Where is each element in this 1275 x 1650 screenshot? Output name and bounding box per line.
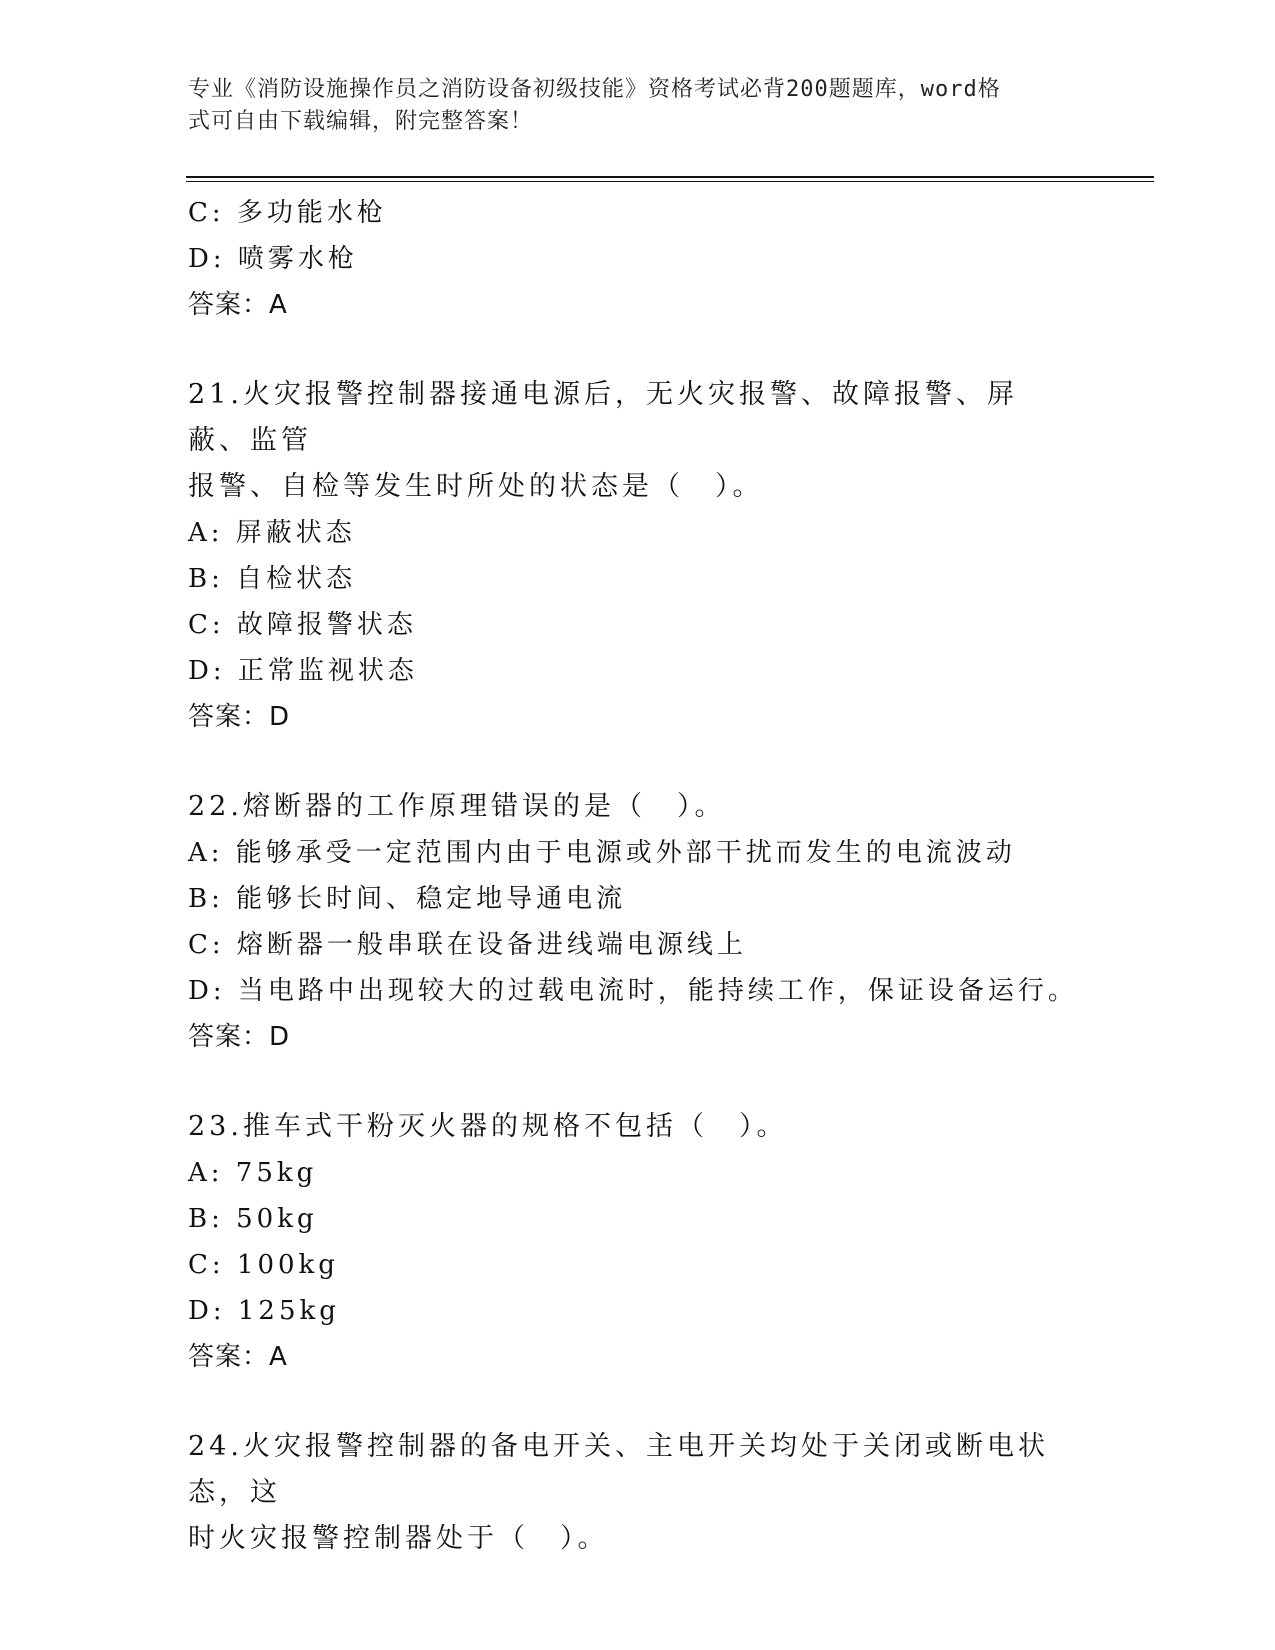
option-b: B: 自检状态 (188, 564, 357, 594)
question-stem-line-2: 报警、自检等发生时所处的状态是（ ）。 (188, 471, 764, 502)
question-stem-line-1: 22.熔断器的工作原理错误的是（ ）。 (188, 791, 726, 822)
question-24 (188, 1424, 1088, 1562)
question-stem-line-1: 24.火灾报警控制器的备电开关、主电开关均处于关闭或断电状态，这 (188, 1431, 1049, 1508)
option-a: A: 屏蔽状态 (188, 518, 356, 548)
question-stem-line-1: 23.推车式干粉灭火器的规格不包括（ ）。 (188, 1111, 788, 1142)
header-line-1: 专业《消防设施操作员之消防设备初级技能》资格考试必背200题题库，word格 (188, 77, 1001, 102)
option-d: D: 正常监视状态 (188, 656, 418, 686)
question-21 (188, 372, 1088, 740)
answer-line: 答案：D (188, 1022, 291, 1052)
option-c: C: 100kg (188, 1250, 339, 1280)
header-line-2: 式可自由下载编辑，附完整答案！ (188, 109, 534, 134)
question-stem-line-2: 时火灾报警控制器处于（ ）。 (188, 1523, 609, 1554)
question-stem-line-1: 21.火灾报警控制器接通电源后，无火灾报警、故障报警、屏蔽、监管 (188, 379, 1018, 456)
document-content (188, 190, 1088, 1562)
answer-line: 答案：A (188, 1342, 288, 1372)
answer-line: 答案：A (188, 290, 288, 320)
option-c: C: 多功能水枪 (188, 198, 387, 228)
header-rule-thin (186, 181, 1154, 182)
document-header (188, 74, 1068, 138)
option-d: D: 喷雾水枪 (188, 244, 358, 274)
question-22 (188, 784, 1088, 1060)
option-b: B: 能够长时间、稳定地导通电流 (188, 884, 627, 914)
option-c: C: 故障报警状态 (188, 610, 417, 640)
option-b: B: 50kg (188, 1204, 318, 1234)
option-c: C: 熔断器一般串联在设备进线端电源线上 (188, 930, 747, 960)
question-23 (188, 1104, 1088, 1380)
option-a: A: 75kg (188, 1158, 318, 1188)
option-d: D: 当电路中出现较大的过载电流时，能持续工作，保证设备运行。 (188, 976, 1078, 1006)
header-rule-thick (186, 176, 1154, 178)
answer-line: 答案：D (188, 702, 291, 732)
option-a: A: 能够承受一定范围内由于电源或外部干扰而发生的电流波动 (188, 838, 1016, 868)
option-d: D: 125kg (188, 1296, 340, 1326)
question-20-tail (188, 190, 1088, 328)
